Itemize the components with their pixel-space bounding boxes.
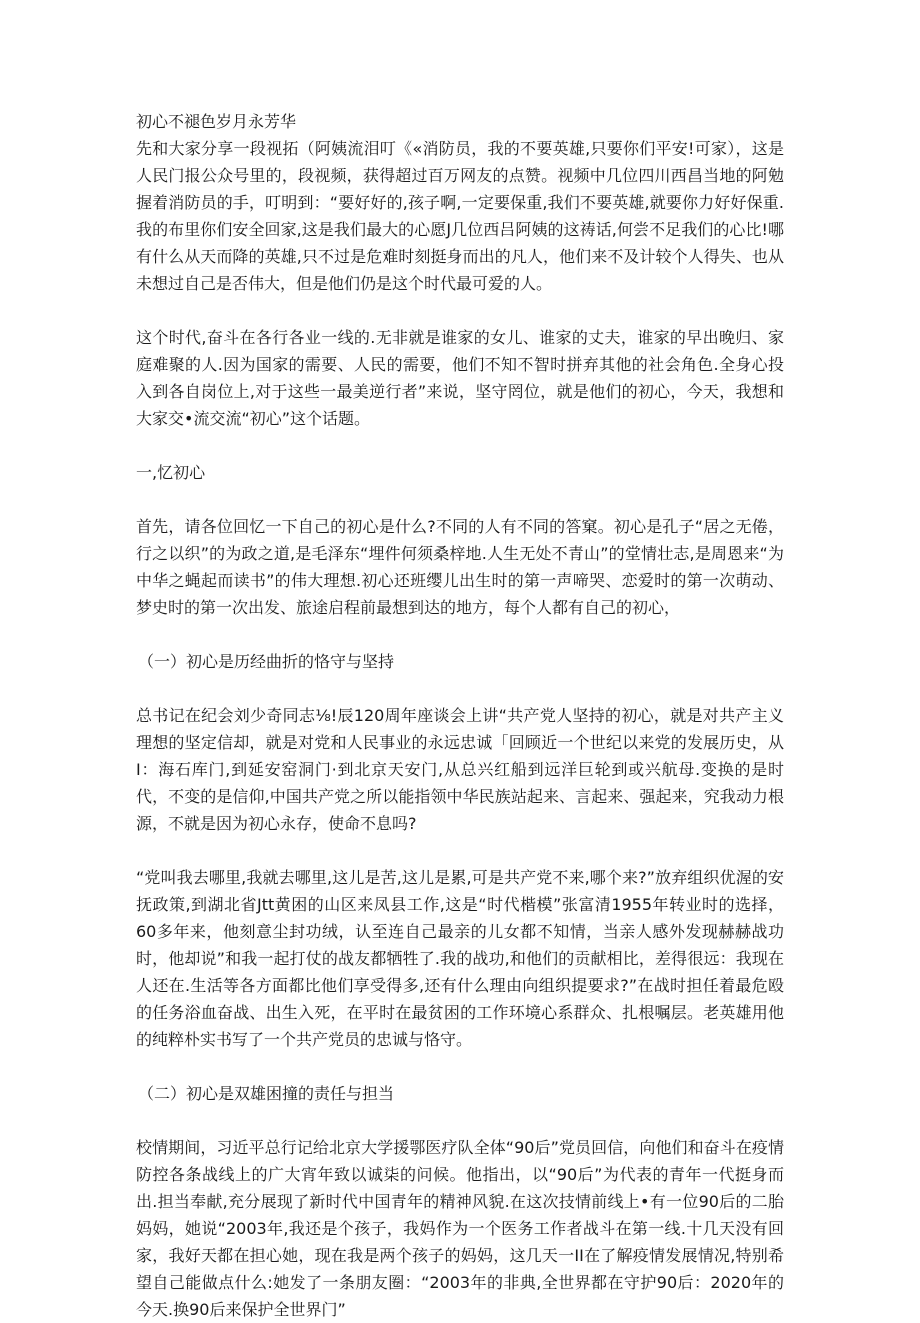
paragraph-spacer xyxy=(136,621,784,648)
subsection-heading-1: （一）初心是历经曲折的恪守与坚持 xyxy=(138,652,395,671)
section-heading-recall: 一,忆初心 xyxy=(136,463,206,482)
subsection-heading-2: （二）初心是双雄困撞的责任与担当 xyxy=(138,1084,395,1103)
paragraph-spacer xyxy=(136,486,784,513)
subsection1-paragraph-2: “党叫我去哪里,我就去哪里,这儿是苦,这儿是累,可是共产党不来,哪个来?”放弃组织优渥的安抚政策,到湖北省Jtt黄困的山区来凤县工作,这是“时代楷模”张富清1955年转业时的选择，60多年来，他刻意尘封功绒，认至连自己最亲的儿女都不知情，当亲人感外发现赫赫战功时，他却说”和我一起打仗的战友都牺牲了.我的战功,和他们的贡献相比，差得很远：我现在人还在.生活等各方面都比他们享受得多,还有什么理由向组织提要求?”在战时担任着最危殴的任务浴血奋战、出生入死，在平时在最贫困的工作环境心系群众、扎根嘱层。老英雄用他的纯粹朴实书写了一个共产党员的忠诚与恪守。 xyxy=(136,868,784,1049)
paragraph-spacer xyxy=(136,1107,784,1134)
subsection2-paragraph: 校情期间，习近平总行记给北京大学援鄂医疗队全体“90后”党员回信，向他们和奋斗在疫情防控各条战线上的广大宵年致以诚柒的问候。他指出，以“90后”为代表的青年一代挺身而出.担当奉献,充分展现了新时代中国青年的精神风貌.在这次技情前线上•有一位90后的二胎妈妈，她说“2003年,我还是个孩子，我妈作为一个医务工作者战斗在第一线.十几天没有回家，我好天都在担心她，现在我是两个孩子的妈妈，这几天一II在了解疫情发展情况,特别希望自己能做点什么:她发了一条朋友圈：“2003年的非典,全世界都在守护90后：2020年的今天.换90后来保护全世界门” xyxy=(136,1138,784,1319)
paragraph-spacer xyxy=(136,297,784,324)
paragraph-spacer xyxy=(136,1053,784,1080)
intro-paragraph-2: 这个时代,奋斗在各行各业一线的.无非就是谁家的女儿、谁家的丈夫，谁家的早出晚归、家庭难聚的人.因为国家的需要、人民的需要，他们不知不智时拼弃其他的社会角色.全身心投入到各自岗位上,对于这些一最美逆行者”来说，坚守罔位，就是他们的初心，今天，我想和大家交•流交流“初心”这个话题。 xyxy=(136,328,784,428)
paragraph-spacer xyxy=(136,837,784,864)
paragraph-spacer xyxy=(136,675,784,702)
document-title: 初心不褪色岁月永芳华 xyxy=(136,112,297,131)
intro-paragraph-1: 先和大家分享一段视拓（阿姨流泪叮《«消防员，我的不要英雄,只要你们平安!可家），这是人民门报公众号里的，段视频，获得超过百万网友的点赞。视频中几位四川西昌当地的阿勉握着消防员的手，叮明到：“要好好的,孩子啊,一定要保重,我们不要英雄,就要你力好好保重.我的布里你们安全回家,这是我们最大的心愿J几位西吕阿姨的这祷话,何尝不足我们的心比!哪有什么从天而降的英雄,只不过是危难时刻挺身而出的凡人，他们来不及计较个人得失、也从未想过自己是否伟大，但是他们仍是这个时代最可爱的人。 xyxy=(136,139,784,293)
section1-paragraph: 首先，请各位回忆一下自己的初心是什么?不同的人有不同的答窠。初心是孔子“居之无倦，行之以织”的为政之道,是毛泽东“埋件何须桑梓地.人生无处不青山”的堂情壮志,是周恩来“为中华之蝇起而读书”的伟大理想.初心还班缨儿出生时的第一声啼哭、恋爱时的第一次萌动、梦史时的第一次出发、旅途启程前最想到达的地方，每个人都有自己的初心， xyxy=(136,517,784,617)
paragraph-spacer xyxy=(136,432,784,459)
document-page xyxy=(136,108,784,1323)
subsection1-paragraph-1: 总书记在纪会刘少奇同志⅛!辰120周年座谈会上讲“共产党人坚持的初心，就是对共产主义理想的坚定信却，就是对党和人民事业的永远忠诚「回顾近一个世纪以来党的发展历史，从I：海石库门,到延安窑洞门·到北京天安门,从总兴红船到远洋巨轮到或兴航母.变换的是时代，不变的是信仰,中国共产党之所以能指领中华民族站起来、言起来、强起来，究我动力根源，不就是因为初心永存，使命不息吗? xyxy=(136,706,784,833)
